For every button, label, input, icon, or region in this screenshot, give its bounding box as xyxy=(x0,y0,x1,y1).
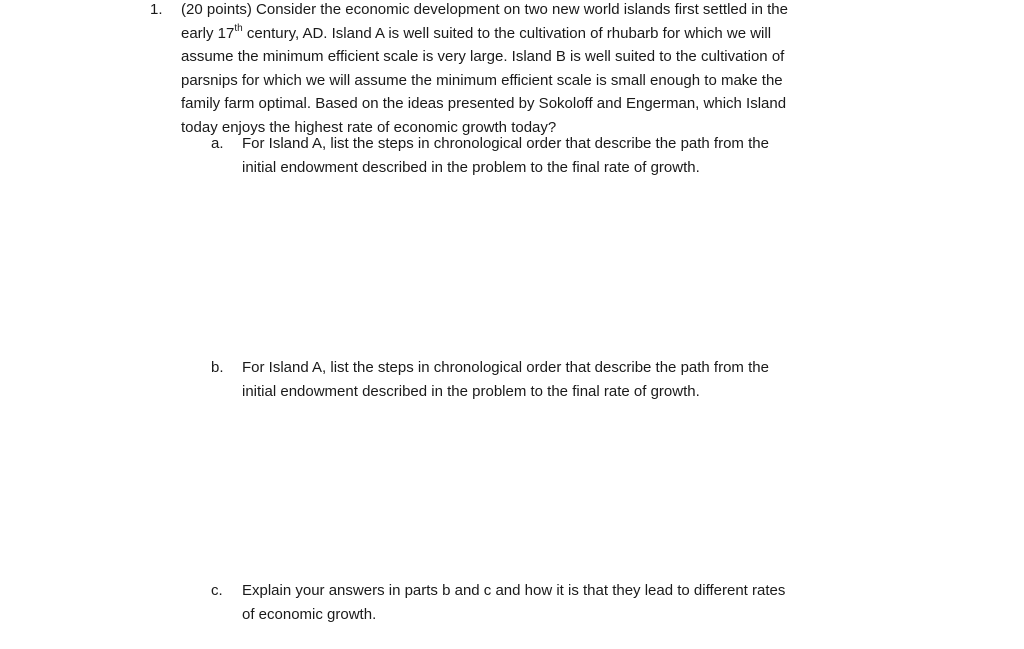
question-line: assume the minimum efficient scale is very large. Island B is well suited to the cultivation of xyxy=(181,48,785,65)
question-line: (20 points) Consider the economic development on two new world islands first settled in the xyxy=(181,1,788,18)
subpart-label: a. xyxy=(211,135,224,152)
subpart-line: For Island A, list the steps in chronological order that describe the path from the xyxy=(242,359,769,376)
ordinal-superscript: th xyxy=(234,22,243,34)
subpart-text xyxy=(242,132,872,180)
question-line: family farm optimal. Based on the ideas presented by Sokoloff and Engerman, which Island xyxy=(181,95,787,112)
subpart-line: initial endowment described in the problem to the final rate of growth. xyxy=(242,159,700,176)
subpart-line: of economic growth. xyxy=(242,606,377,623)
subpart-label: c. xyxy=(211,582,223,599)
question-number: 1. xyxy=(150,1,163,18)
subpart-text xyxy=(242,356,872,404)
question-text xyxy=(181,0,881,139)
subpart-label: b. xyxy=(211,359,224,376)
question-line: today enjoys the highest rate of economic growth today? xyxy=(181,118,557,136)
subpart-line: Explain your answers in parts b and c and how it is that they lead to different rates xyxy=(242,582,786,599)
subpart-text xyxy=(242,579,872,627)
subpart-line: initial endowment described in the problem to the final rate of growth. xyxy=(242,383,700,400)
question-line-part: century, AD. Island A is well suited to the cultivation of rhubarb for which we will xyxy=(242,24,772,42)
question-line: parsnips for which we will assume the minimum efficient scale is small enough to make the xyxy=(181,71,783,89)
question-line xyxy=(181,22,881,46)
subpart-line: For Island A, list the steps in chronological order that describe the path from the xyxy=(242,135,769,152)
question-line-part: early 17 xyxy=(181,24,235,42)
